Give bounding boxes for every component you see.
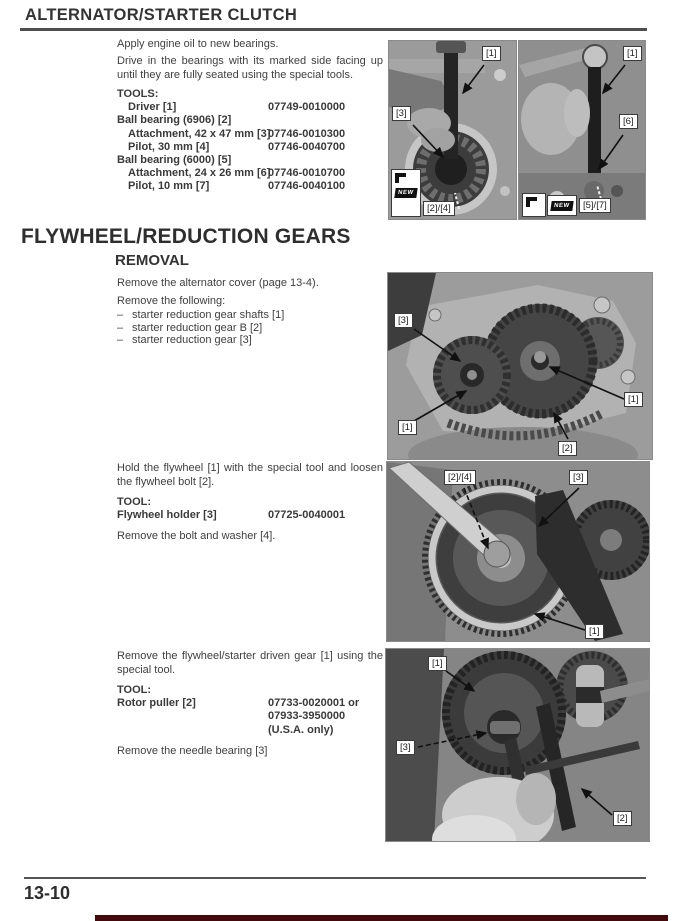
bullet-text: starter reduction gear shafts [1] bbox=[132, 309, 285, 321]
footer-rule bbox=[24, 877, 646, 879]
list-item bbox=[117, 309, 383, 322]
tool-name: Ball bearing (6000) [5] bbox=[117, 154, 232, 167]
tool-part-row bbox=[117, 710, 383, 723]
bullet-dash: – bbox=[117, 309, 124, 321]
bullet-dash: – bbox=[117, 321, 124, 334]
new-part-icon: NEW bbox=[551, 201, 574, 211]
new-part-badge bbox=[547, 195, 577, 216]
page-number: 13-10 bbox=[24, 883, 71, 903]
footer-accent-bar bbox=[95, 915, 668, 921]
callout-label: [3] bbox=[396, 740, 415, 755]
tool-name: Ball bearing (6906) [2] bbox=[117, 114, 232, 127]
tool-list bbox=[117, 496, 383, 522]
callout-label: [2]/[4] bbox=[444, 470, 476, 485]
tool-part-row bbox=[117, 724, 383, 737]
paragraph-remove-needle-bearing: Remove the needle bearing [3] bbox=[117, 745, 268, 757]
bullet-text: starter reduction gear B [2] bbox=[132, 321, 263, 334]
callout-label: [3] bbox=[394, 313, 413, 328]
list-item bbox=[117, 322, 383, 335]
paragraph-remove-driven-gear: Remove the flywheel/starter driven gear [1] using the special tool. bbox=[117, 650, 383, 676]
new-part-icon: NEW bbox=[395, 188, 418, 198]
tool-part: 07733-0020001 or bbox=[268, 697, 360, 710]
tool-part: 07749-0010000 bbox=[268, 101, 346, 114]
tool-heading: TOOL: bbox=[117, 684, 152, 696]
paragraph-drive-bearings: Drive in the bearings with its marked side facing up until they are fully seated using the special tools. bbox=[117, 55, 383, 81]
callout-label: [2] bbox=[558, 441, 577, 456]
photo-illustration bbox=[387, 462, 649, 641]
tool-name: Flywheel holder [3] bbox=[117, 509, 217, 522]
callout-label: [1] bbox=[398, 420, 417, 435]
tool-row bbox=[117, 114, 383, 127]
tool-row bbox=[117, 697, 383, 710]
callout-label: [1] bbox=[585, 624, 604, 639]
tool-part: 07746-0040700 bbox=[268, 140, 346, 153]
tool-name: Pilot, 30 mm [4] bbox=[128, 140, 210, 153]
callout-label: [1] bbox=[428, 656, 447, 671]
callout-label: [1] bbox=[624, 392, 643, 407]
callout-label: [3] bbox=[392, 106, 411, 121]
tool-part: 07746-0010700 bbox=[268, 167, 346, 180]
list-item bbox=[117, 334, 383, 347]
paragraph-remove-following: Remove the following: bbox=[117, 295, 226, 307]
section-title-alternator: ALTERNATOR/STARTER CLUTCH bbox=[25, 6, 298, 24]
special-tool-badge bbox=[522, 193, 546, 217]
title-rule bbox=[20, 28, 647, 31]
tool-heading: TOOL: bbox=[117, 496, 152, 508]
removal-bullet-list bbox=[117, 309, 383, 347]
tools-heading: TOOLS: bbox=[117, 88, 159, 100]
special-tool-badge bbox=[391, 169, 421, 217]
tool-part: 07933-3950000 bbox=[268, 710, 346, 723]
tool-part: 07746-0010300 bbox=[268, 127, 346, 140]
callout-label: [6] bbox=[619, 114, 638, 129]
subsection-removal: REMOVAL bbox=[115, 252, 189, 269]
bullet-dash: – bbox=[117, 334, 124, 347]
photo-illustration bbox=[388, 273, 652, 459]
tool-row bbox=[117, 167, 383, 180]
tool-row bbox=[117, 509, 383, 522]
tool-row bbox=[117, 154, 383, 167]
bullet-text: starter reduction gear [3] bbox=[132, 334, 252, 347]
figure-reduction-gears bbox=[387, 272, 653, 460]
paragraph-remove-cover: Remove the alternator cover (page 13-4). bbox=[117, 277, 319, 289]
callout-label: [1] bbox=[482, 46, 501, 61]
callout-label: [2]/[4] bbox=[423, 201, 455, 216]
callout-label: [1] bbox=[623, 46, 642, 61]
callout-label: [3] bbox=[569, 470, 588, 485]
tool-name: Driver [1] bbox=[128, 101, 177, 114]
tool-row bbox=[117, 128, 383, 141]
driver-tool-icon bbox=[523, 194, 539, 208]
tools-list bbox=[117, 88, 383, 194]
tool-part: (U.S.A. only) bbox=[268, 723, 334, 736]
figure-bearing-drive-left bbox=[388, 40, 517, 220]
callout-label: [2] bbox=[613, 811, 632, 826]
section-title-flywheel: FLYWHEEL/REDUCTION GEARS bbox=[21, 225, 351, 248]
tool-row bbox=[117, 141, 383, 154]
tool-list bbox=[117, 684, 383, 737]
photo-illustration bbox=[386, 649, 649, 841]
paragraph-oil: Apply engine oil to new bearings. bbox=[117, 38, 279, 50]
tool-name: Attachment, 42 x 47 mm [3] bbox=[128, 127, 271, 140]
callout-label: [5]/[7] bbox=[579, 198, 611, 213]
tool-row bbox=[117, 101, 383, 114]
tool-name: Pilot, 10 mm [7] bbox=[128, 180, 210, 193]
tool-part: 07746-0040100 bbox=[268, 180, 346, 193]
paragraph-remove-bolt: Remove the bolt and washer [4]. bbox=[117, 530, 276, 542]
tool-name: Attachment, 24 x 26 mm [6] bbox=[128, 167, 271, 180]
tool-row bbox=[117, 180, 383, 193]
figure-flywheel-holder bbox=[386, 461, 650, 642]
paragraph-hold-flywheel: Hold the flywheel [1] with the special tool and loosen the flywheel bolt [2]. bbox=[117, 462, 383, 488]
tool-part: 07725-0040001 bbox=[268, 509, 346, 522]
tool-name: Rotor puller [2] bbox=[117, 697, 196, 710]
driver-tool-icon bbox=[392, 170, 408, 184]
figure-bearing-drive-right bbox=[518, 40, 646, 220]
figure-rotor-puller bbox=[385, 648, 650, 842]
